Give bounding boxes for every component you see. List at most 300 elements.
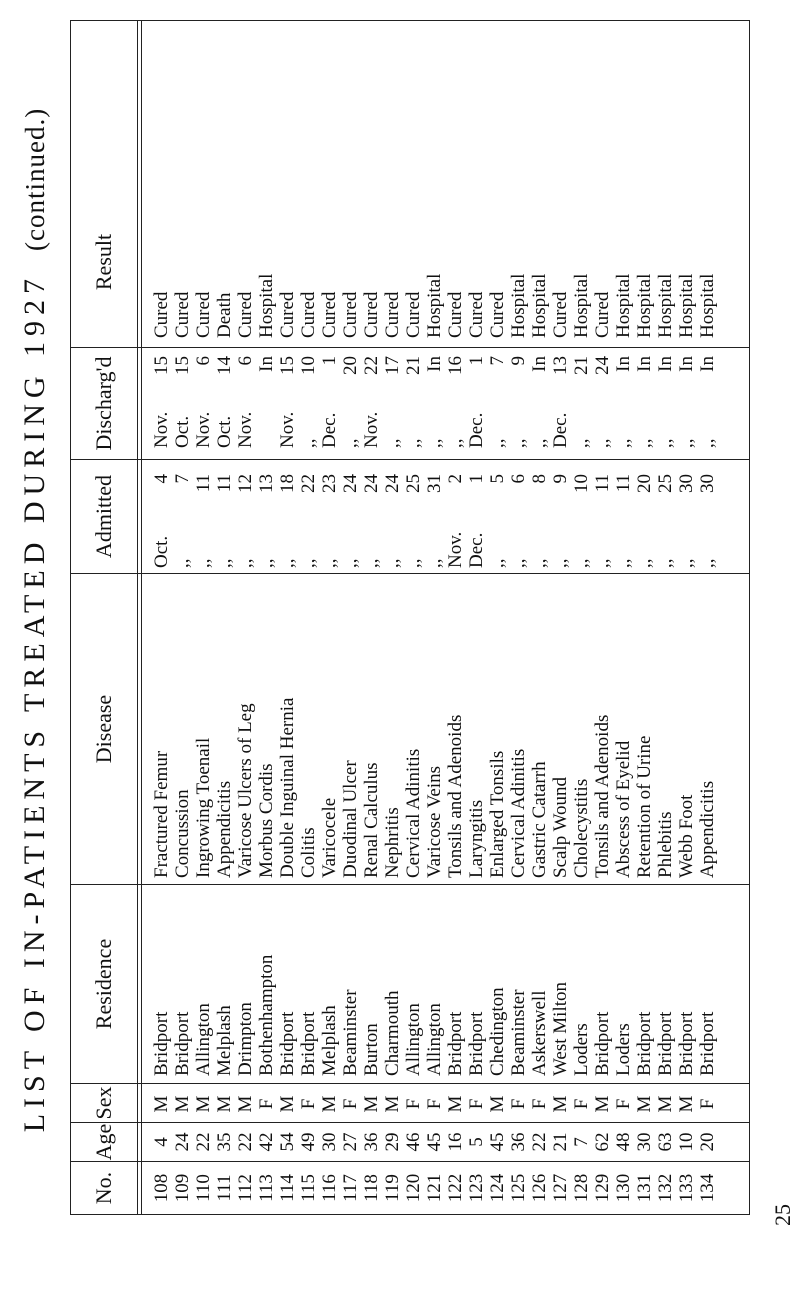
cell-admitted-day: 10 <box>571 474 592 493</box>
cell-discharged-month: Oct. <box>172 415 193 448</box>
cell-admitted-month: ,, <box>256 558 277 568</box>
cell-residence: Bridport <box>655 1011 676 1076</box>
cell-sex: M <box>193 1095 214 1113</box>
cell-admitted-day: 20 <box>634 474 655 493</box>
cell-age: 30 <box>319 1132 340 1152</box>
cell-sex: F <box>508 1098 529 1110</box>
header-disease: Disease <box>91 694 116 764</box>
cell-admitted-month: ,, <box>277 558 298 568</box>
cell-admitted-day: 9 <box>550 474 571 484</box>
cell-result: Cured <box>445 291 466 338</box>
cell-result: Hospital <box>529 273 550 338</box>
cell-result: Cured <box>298 291 319 338</box>
cell-age: 4 <box>151 1137 172 1147</box>
cell-admitted-day: 1 <box>466 474 487 484</box>
header-age: Age <box>91 1123 116 1161</box>
cell-admitted-month: ,, <box>193 558 214 568</box>
page-title: LIST OF IN-PATIENTS TREATED DURING 1927 <box>18 272 51 1133</box>
cell-discharged-day: In <box>424 356 445 372</box>
cell-discharged-month: ,, <box>634 438 655 448</box>
cell-sex: M <box>655 1095 676 1113</box>
table-row <box>298 21 319 1214</box>
cell-discharged-day: 10 <box>298 356 319 375</box>
cell-result: Hospital <box>697 273 718 338</box>
cell-age: 22 <box>529 1132 550 1152</box>
cell-residence: Bridport <box>445 1011 466 1076</box>
cell-discharged-day: 13 <box>550 356 571 375</box>
header-result: Result <box>91 233 116 291</box>
cell-age: 22 <box>235 1132 256 1152</box>
cell-residence: West Milton <box>550 982 571 1076</box>
cell-result: Cured <box>340 291 361 338</box>
cell-admitted-day: 23 <box>319 474 340 493</box>
cell-residence: Bridport <box>697 1011 718 1076</box>
cell-disease: Laryngitis <box>466 799 487 878</box>
cell-age: 62 <box>592 1132 613 1152</box>
cell-sex: M <box>382 1095 403 1113</box>
cell-result: Hospital <box>508 273 529 338</box>
cell-residence: Bridport <box>298 1011 319 1076</box>
table-row <box>361 21 382 1214</box>
cell-discharged-month: ,, <box>340 438 361 448</box>
cell-residence: Bridport <box>277 1011 298 1076</box>
cell-discharged-day: 17 <box>382 356 403 375</box>
cell-age: 63 <box>655 1132 676 1152</box>
cell-no: 109 <box>172 1173 193 1203</box>
cell-sex: M <box>676 1095 697 1113</box>
cell-admitted-day: 22 <box>298 474 319 493</box>
cell-discharged-month: ,, <box>592 438 613 448</box>
cell-disease: Webb Foot <box>676 794 697 878</box>
cell-discharged-day: In <box>613 356 634 372</box>
cell-disease: Tonsils and Adenoids <box>592 714 613 878</box>
header-sex: Sex <box>91 1086 116 1120</box>
header-admitted: Admitted <box>91 474 116 559</box>
cell-residence: Bothenhampton <box>256 954 277 1076</box>
cell-discharged-day: 21 <box>403 356 424 375</box>
cell-result: Cured <box>235 291 256 338</box>
cell-sex: M <box>550 1095 571 1113</box>
cell-discharged-day: In <box>697 356 718 372</box>
cell-discharged-day: 7 <box>487 356 508 366</box>
cell-disease: Cervical Adinitis <box>403 748 424 878</box>
cell-admitted-day: 5 <box>487 474 508 484</box>
cell-disease: Abscess of Eyelid <box>613 740 634 878</box>
cell-sex: M <box>319 1095 340 1113</box>
table-row <box>676 21 697 1214</box>
cell-result: Cured <box>151 291 172 338</box>
cell-admitted-day: 25 <box>403 474 424 493</box>
cell-result: Cured <box>466 291 487 338</box>
cell-sex: M <box>277 1095 298 1113</box>
cell-discharged-day: In <box>256 356 277 372</box>
cell-admitted-day: 7 <box>172 474 193 484</box>
cell-result: Cured <box>487 291 508 338</box>
table-row <box>340 21 361 1214</box>
cell-admitted-month: Oct. <box>151 535 172 568</box>
cell-no: 115 <box>298 1174 319 1202</box>
cell-discharged-day: 6 <box>235 356 256 366</box>
cell-discharged-month: Nov. <box>193 411 214 448</box>
cell-discharged-month: ,, <box>382 438 403 448</box>
page-title-block <box>10 20 60 1220</box>
cell-residence: Loders <box>613 1023 634 1076</box>
cell-disease: Scalp Wound <box>550 776 571 878</box>
table-row <box>193 21 214 1214</box>
cell-no: 124 <box>487 1173 508 1203</box>
cell-sex: M <box>361 1095 382 1113</box>
cell-residence: Bridport <box>466 1011 487 1076</box>
cell-result: Hospital <box>424 273 445 338</box>
cell-discharged-day: 9 <box>508 356 529 366</box>
cell-residence: Burton <box>361 1023 382 1076</box>
cell-no: 128 <box>571 1173 592 1203</box>
cell-result: Cured <box>550 291 571 338</box>
page-title-suffix: (continued.) <box>19 107 50 251</box>
cell-discharged-day: In <box>676 356 697 372</box>
cell-discharged-day: 24 <box>592 356 613 375</box>
cell-residence: Melplash <box>214 1005 235 1076</box>
cell-disease: Appendicitis <box>697 780 718 878</box>
cell-admitted-day: 24 <box>340 474 361 493</box>
cell-admitted-day: 11 <box>214 474 235 493</box>
table-row <box>319 21 340 1214</box>
cell-disease: Double Inguinal Hernia <box>277 697 298 878</box>
cell-no: 112 <box>235 1174 256 1202</box>
cell-sex: M <box>235 1095 256 1113</box>
cell-discharged-day: 16 <box>445 356 466 375</box>
cell-disease: Phlebitis <box>655 811 676 878</box>
cell-admitted-month: ,, <box>655 558 676 568</box>
cell-result: Hospital <box>655 273 676 338</box>
cell-residence: Drimpton <box>235 1002 256 1076</box>
cell-disease: Tonsils and Adenoids <box>445 714 466 878</box>
cell-residence: Chedington <box>487 987 508 1076</box>
cell-sex: F <box>613 1098 634 1110</box>
cell-discharged-month: ,, <box>571 438 592 448</box>
cell-residence: Beaminster <box>508 989 529 1076</box>
cell-disease: Varicose Ulcers of Leg <box>235 703 256 878</box>
cell-admitted-month: ,, <box>676 558 697 568</box>
cell-no: 123 <box>466 1173 487 1203</box>
table-row <box>214 21 235 1214</box>
cell-sex: F <box>466 1098 487 1110</box>
cell-no: 110 <box>193 1174 214 1202</box>
table-row <box>403 21 424 1214</box>
cell-no: 122 <box>445 1173 466 1203</box>
cell-admitted-day: 18 <box>277 474 298 493</box>
cell-sex: F <box>424 1098 445 1110</box>
cell-age: 42 <box>256 1132 277 1152</box>
cell-no: 116 <box>319 1174 340 1202</box>
cell-sex: F <box>571 1098 592 1110</box>
cell-disease: Cervical Adinitis <box>508 748 529 878</box>
cell-no: 114 <box>277 1174 298 1202</box>
cell-disease: Retention of Urine <box>634 735 655 878</box>
cell-no: 119 <box>382 1174 403 1202</box>
table-row <box>235 21 256 1214</box>
cell-no: 130 <box>613 1173 634 1203</box>
cell-no: 125 <box>508 1173 529 1203</box>
cell-age: 20 <box>697 1132 718 1152</box>
cell-admitted-month: ,, <box>403 558 424 568</box>
cell-sex: M <box>151 1095 172 1113</box>
cell-disease: Appendicitis <box>214 780 235 878</box>
cell-disease: Fractured Femur <box>151 750 172 878</box>
table-row <box>613 21 634 1214</box>
table-row <box>697 21 718 1214</box>
cell-admitted-month: ,, <box>571 558 592 568</box>
cell-result: Hospital <box>634 273 655 338</box>
cell-admitted-month: ,, <box>487 558 508 568</box>
cell-sex: F <box>529 1098 550 1110</box>
cell-result: Hospital <box>676 273 697 338</box>
cell-disease: Concussion <box>172 789 193 878</box>
cell-admitted-month: Dec. <box>466 532 487 568</box>
cell-age: 48 <box>613 1132 634 1152</box>
cell-admitted-month: ,, <box>340 558 361 568</box>
cell-admitted-month: ,, <box>361 558 382 568</box>
cell-admitted-month: ,, <box>613 558 634 568</box>
cell-admitted-day: 12 <box>235 474 256 493</box>
cell-admitted-month: ,, <box>298 558 319 568</box>
cell-admitted-day: 30 <box>676 474 697 493</box>
cell-residence: Allington <box>193 1003 214 1076</box>
cell-residence: Bridport <box>172 1011 193 1076</box>
cell-age: 16 <box>445 1132 466 1152</box>
cell-discharged-day: 15 <box>151 356 172 375</box>
cell-discharged-day: 15 <box>172 356 193 375</box>
cell-admitted-day: 30 <box>697 474 718 493</box>
cell-age: 21 <box>550 1132 571 1152</box>
cell-discharged-month: Oct. <box>214 415 235 448</box>
cell-discharged-day: 22 <box>361 356 382 375</box>
header-residence: Residence <box>91 938 116 1030</box>
cell-discharged-day: 14 <box>214 356 235 375</box>
cell-admitted-day: 31 <box>424 474 445 493</box>
cell-residence: Bridport <box>592 1011 613 1076</box>
table-row <box>529 21 550 1214</box>
cell-residence: Bridport <box>151 1011 172 1076</box>
cell-sex: M <box>214 1095 235 1113</box>
cell-admitted-day: 13 <box>256 474 277 493</box>
cell-discharged-month: ,, <box>445 438 466 448</box>
table-row <box>277 21 298 1214</box>
cell-discharged-month: ,, <box>697 438 718 448</box>
cell-no: 133 <box>676 1173 697 1203</box>
cell-result: Hospital <box>256 273 277 338</box>
cell-discharged-month: Nov. <box>235 411 256 448</box>
page-number: 25 <box>770 1204 795 1226</box>
cell-admitted-month: ,, <box>172 558 193 568</box>
cell-sex: M <box>634 1095 655 1113</box>
cell-admitted-month: ,, <box>592 558 613 568</box>
cell-result: Cured <box>382 291 403 338</box>
cell-age: 22 <box>193 1132 214 1152</box>
patients-table <box>70 20 750 1215</box>
cell-disease: Cholecystitis <box>571 778 592 878</box>
cell-age: 49 <box>298 1132 319 1152</box>
cell-discharged-month: Dec. <box>466 412 487 448</box>
cell-discharged-month: Nov. <box>151 411 172 448</box>
table-row <box>508 21 529 1214</box>
cell-admitted-day: 11 <box>592 474 613 493</box>
cell-admitted-month: Nov. <box>445 531 466 568</box>
cell-no: 134 <box>697 1173 718 1203</box>
table-row <box>382 21 403 1214</box>
cell-sex: F <box>298 1098 319 1110</box>
cell-disease: Varicose Veins <box>424 765 445 878</box>
cell-admitted-day: 11 <box>613 474 634 493</box>
cell-discharged-month: ,, <box>424 438 445 448</box>
cell-disease: Enlarged Tonsils <box>487 750 508 878</box>
cell-discharged-day: 6 <box>193 356 214 366</box>
cell-disease: Gastric Catarrh <box>529 761 550 878</box>
cell-disease: Ingrowing Toenail <box>193 737 214 878</box>
header-rule <box>137 21 138 1214</box>
cell-result: Cured <box>277 291 298 338</box>
cell-no: 121 <box>424 1173 445 1203</box>
cell-no: 108 <box>151 1173 172 1203</box>
table-row <box>424 21 445 1214</box>
cell-age: 7 <box>571 1137 592 1147</box>
cell-disease: Nephritis <box>382 807 403 878</box>
cell-admitted-month: ,, <box>697 558 718 568</box>
cell-admitted-day: 11 <box>193 474 214 493</box>
cell-discharged-day: 1 <box>466 356 487 366</box>
cell-discharged-month: ,, <box>676 438 697 448</box>
cell-admitted-day: 6 <box>508 474 529 484</box>
cell-discharged-day: In <box>655 356 676 372</box>
header-rule-double <box>141 21 142 1214</box>
cell-no: 131 <box>634 1173 655 1203</box>
cell-disease: Duodinal Ulcer <box>340 760 361 878</box>
cell-discharged-month: ,, <box>613 438 634 448</box>
cell-admitted-day: 8 <box>529 474 550 484</box>
cell-residence: Charmouth <box>382 990 403 1076</box>
header-no: No. <box>91 1171 116 1205</box>
cell-age: 10 <box>676 1132 697 1152</box>
cell-discharged-day: 21 <box>571 356 592 375</box>
cell-age: 36 <box>361 1132 382 1152</box>
cell-sex: M <box>172 1095 193 1113</box>
cell-discharged-month: ,, <box>298 438 319 448</box>
cell-admitted-month: ,, <box>235 558 256 568</box>
cell-result: Death <box>214 292 235 338</box>
cell-discharged-month: ,, <box>487 438 508 448</box>
cell-no: 117 <box>340 1174 361 1202</box>
cell-disease: Varicocele <box>319 797 340 878</box>
cell-admitted-month: ,, <box>529 558 550 568</box>
cell-admitted-month: ,, <box>382 558 403 568</box>
cell-discharged-day: In <box>634 356 655 372</box>
cell-age: 36 <box>508 1132 529 1152</box>
cell-sex: M <box>445 1095 466 1113</box>
table-row <box>172 21 193 1214</box>
cell-age: 29 <box>382 1132 403 1152</box>
cell-sex: F <box>403 1098 424 1110</box>
cell-age: 30 <box>634 1132 655 1152</box>
cell-residence: Bridport <box>676 1011 697 1076</box>
cell-result: Cured <box>193 291 214 338</box>
cell-discharged-month: ,, <box>508 438 529 448</box>
table-row <box>256 21 277 1214</box>
cell-admitted-day: 24 <box>382 474 403 493</box>
cell-admitted-month: ,, <box>319 558 340 568</box>
cell-result: Cured <box>592 291 613 338</box>
cell-age: 5 <box>466 1137 487 1147</box>
cell-result: Hospital <box>613 273 634 338</box>
cell-age: 45 <box>487 1132 508 1152</box>
cell-residence: Allington <box>424 1003 445 1076</box>
cell-admitted-day: 2 <box>445 474 466 484</box>
table-row <box>655 21 676 1214</box>
cell-no: 129 <box>592 1173 613 1203</box>
cell-admitted-month: ,, <box>634 558 655 568</box>
table-row <box>592 21 613 1214</box>
table-row <box>445 21 466 1214</box>
cell-discharged-day: In <box>529 356 550 372</box>
cell-discharged-day: 20 <box>340 356 361 375</box>
cell-discharged-month: ,, <box>655 438 676 448</box>
table-row <box>487 21 508 1214</box>
cell-sex: F <box>697 1098 718 1110</box>
cell-result: Hospital <box>571 273 592 338</box>
cell-admitted-day: 4 <box>151 474 172 484</box>
cell-admitted-day: 25 <box>655 474 676 493</box>
cell-admitted-month: ,, <box>508 558 529 568</box>
cell-discharged-day: 15 <box>277 356 298 375</box>
cell-discharged-month: Dec. <box>550 412 571 448</box>
table-row <box>571 21 592 1214</box>
cell-no: 127 <box>550 1173 571 1203</box>
cell-age: 35 <box>214 1132 235 1152</box>
cell-age: 27 <box>340 1132 361 1152</box>
cell-discharged-month: Dec. <box>319 412 340 448</box>
cell-no: 120 <box>403 1173 424 1203</box>
cell-admitted-month: ,, <box>214 558 235 568</box>
cell-sex: F <box>340 1098 361 1110</box>
cell-result: Cured <box>172 291 193 338</box>
cell-residence: Loders <box>571 1023 592 1076</box>
cell-no: 132 <box>655 1173 676 1203</box>
cell-residence: Allington <box>403 1003 424 1076</box>
table-body <box>151 21 718 1214</box>
cell-age: 24 <box>172 1132 193 1152</box>
cell-no: 113 <box>256 1174 277 1202</box>
cell-discharged-month: Nov. <box>277 411 298 448</box>
cell-no: 126 <box>529 1173 550 1203</box>
cell-admitted-month: ,, <box>550 558 571 568</box>
cell-residence: Bridport <box>634 1011 655 1076</box>
cell-result: Cured <box>361 291 382 338</box>
cell-residence: Beaminster <box>340 989 361 1076</box>
cell-no: 118 <box>361 1174 382 1202</box>
cell-age: 45 <box>424 1132 445 1152</box>
cell-discharged-month: ,, <box>403 438 424 448</box>
table-row <box>634 21 655 1214</box>
header-discharged: Discharg'd <box>91 356 116 451</box>
cell-result: Cured <box>403 291 424 338</box>
cell-age: 46 <box>403 1132 424 1152</box>
cell-admitted-month: ,, <box>424 558 445 568</box>
cell-sex: F <box>256 1098 277 1110</box>
cell-disease: Renal Calculus <box>361 762 382 878</box>
cell-disease: Morbus Cordis <box>256 763 277 878</box>
cell-discharged-day: 1 <box>319 356 340 366</box>
cell-discharged-month: Nov. <box>361 411 382 448</box>
cell-residence: Askerswell <box>529 990 550 1076</box>
